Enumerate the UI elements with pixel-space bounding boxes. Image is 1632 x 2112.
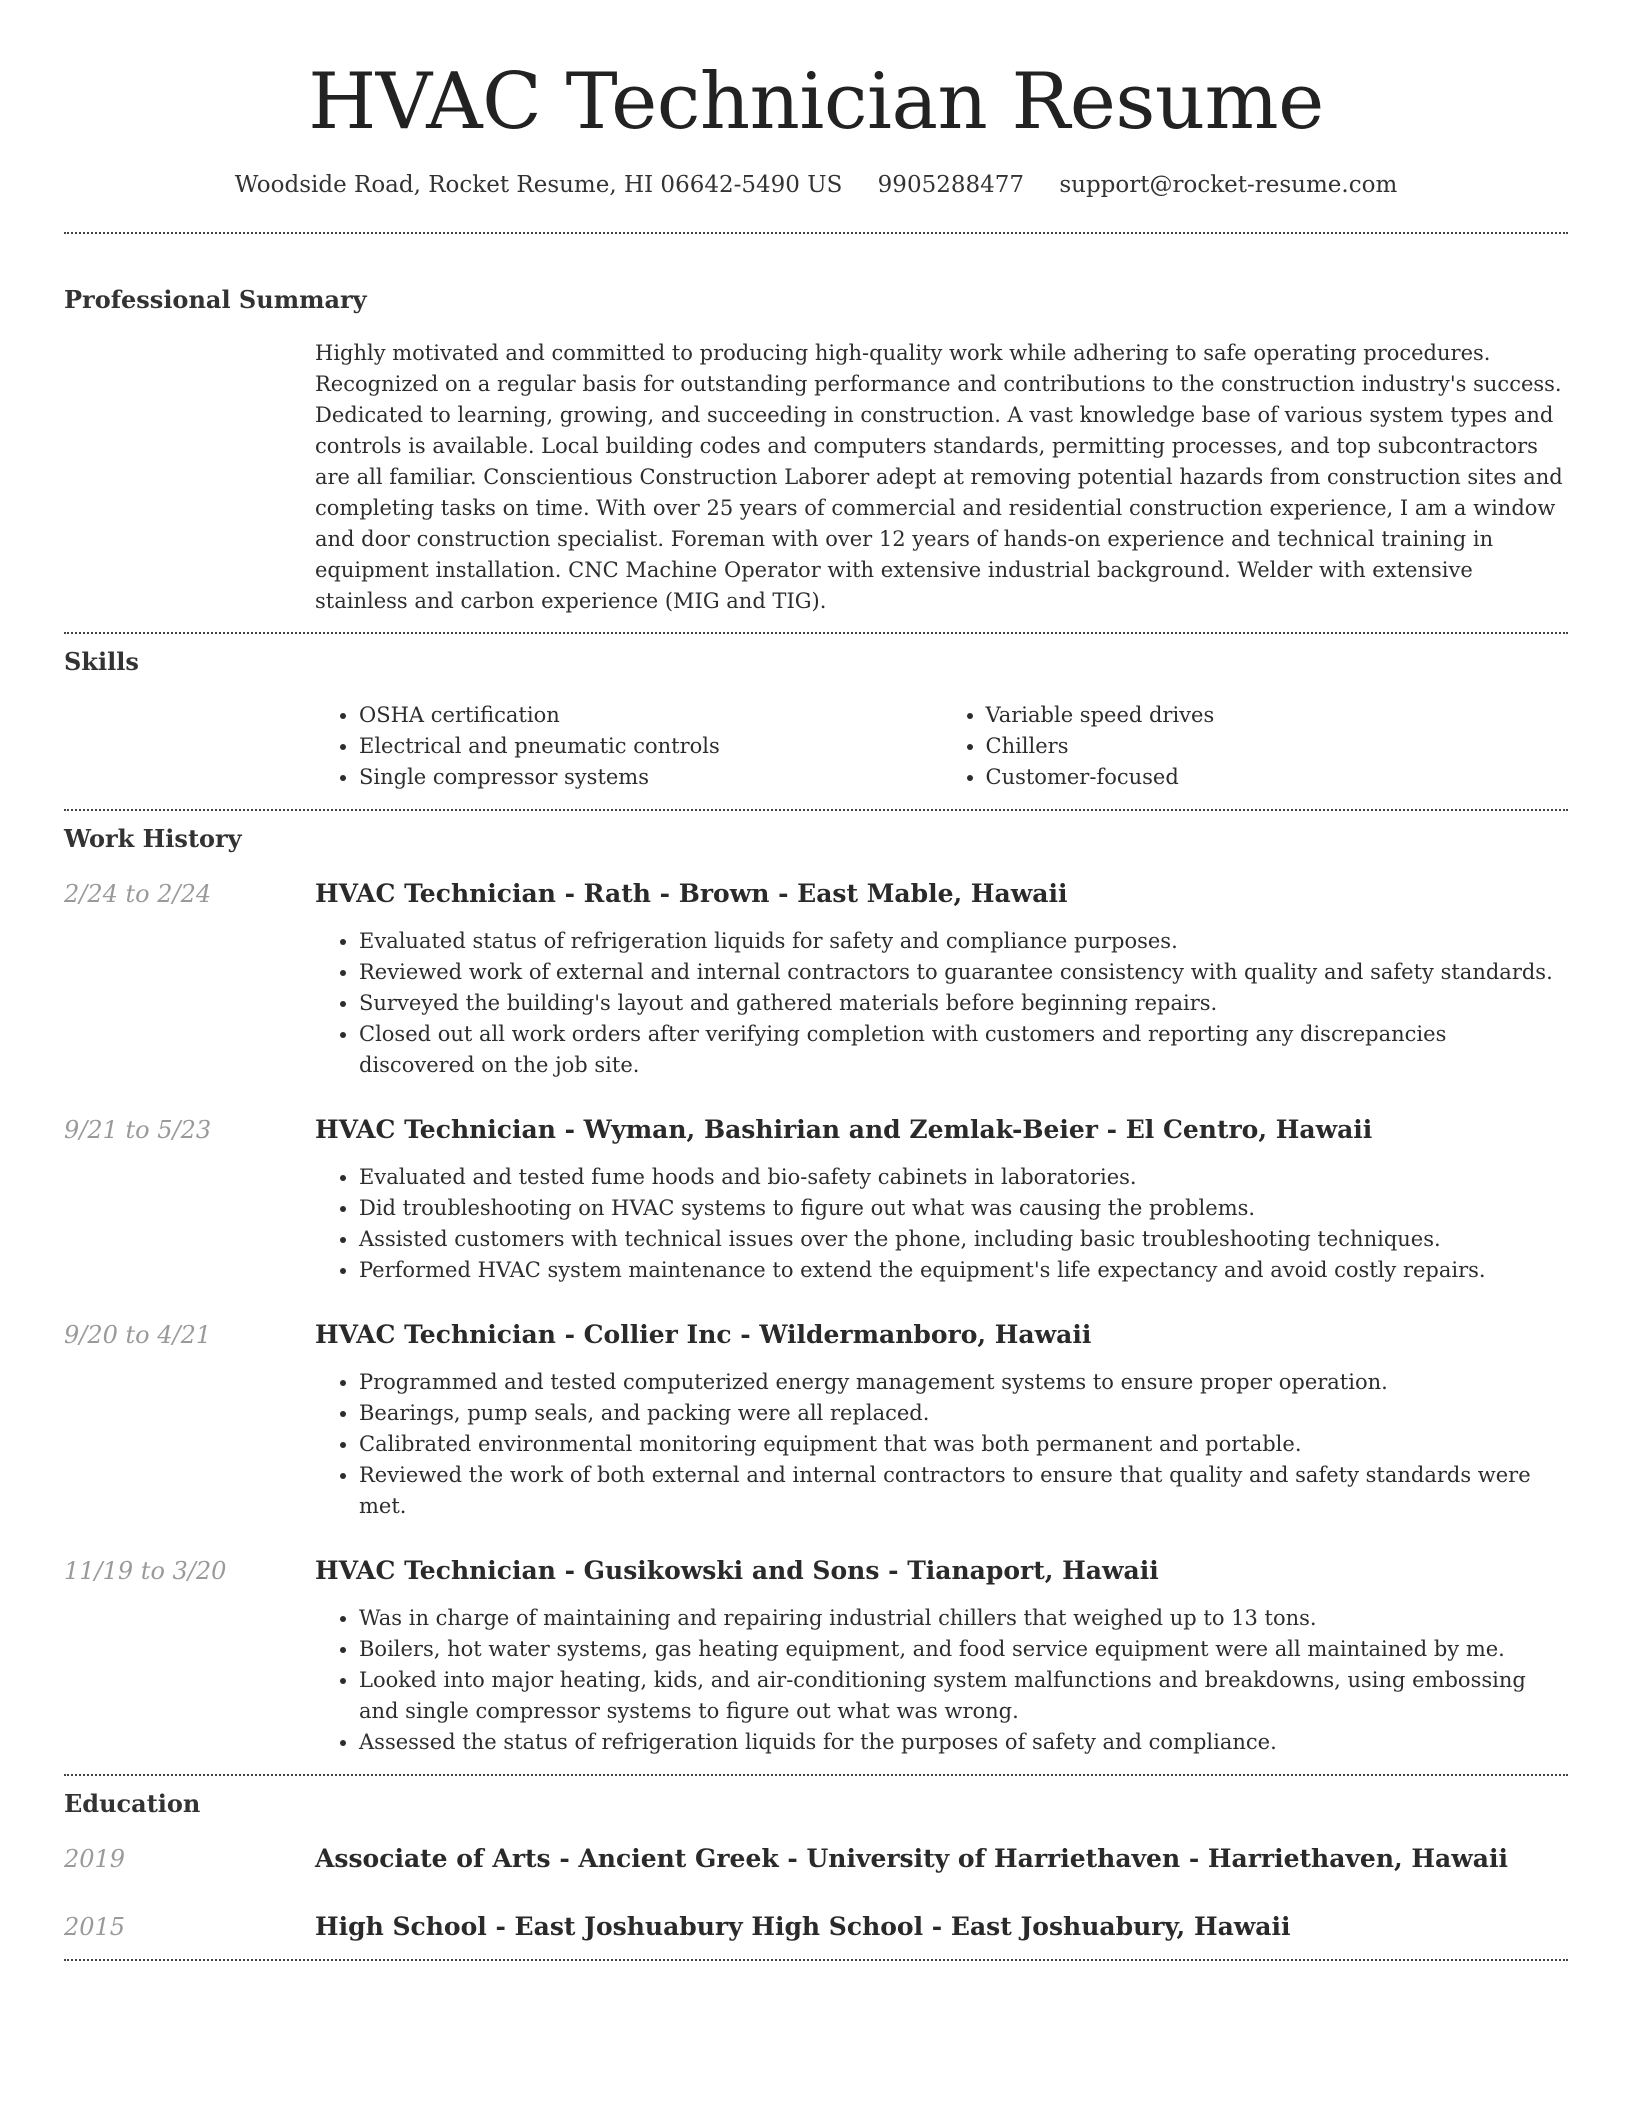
job-bullet: • Boilers, hot water systems, gas heating equipment, and food service equipment were all maintained by me. xyxy=(359,1634,1568,1665)
job-title: HVAC Technician - Rath - Brown - East Mable, Hawaii xyxy=(315,879,1068,908)
job-bullet: • Evaluated and tested fume hoods and bio-safety cabinets in laboratories. xyxy=(359,1162,1568,1193)
contact-email: support@rocket-resume.com xyxy=(1059,172,1398,198)
job-bullet: • Did troubleshooting on HVAC systems to figure out what was causing the problems. xyxy=(359,1193,1568,1224)
resume-title: HVAC Technician Resume xyxy=(308,57,1324,147)
job-bullet: • Evaluated status of refrigeration liquids for safety and compliance purposes. xyxy=(359,926,1568,957)
contact-address: Woodside Road, Rocket Resume, HI 06642-5490 US xyxy=(234,172,843,198)
skill-item: • Single compressor systems xyxy=(359,762,942,793)
job-bullets xyxy=(315,926,1568,1081)
job-bullet: • Programmed and tested computerized energy management systems to ensure proper operation. xyxy=(359,1367,1568,1398)
job-dates: 2/24 to 2/24 xyxy=(64,880,212,908)
education-entry xyxy=(64,1911,1568,1943)
job-bullet: • Surveyed the building's layout and gathered materials before beginning repairs. xyxy=(359,988,1568,1019)
job-bullet: • Performed HVAC system maintenance to extend the equipment's life expectancy and avoid costly repairs. xyxy=(359,1255,1568,1286)
skill-item: • Customer-focused xyxy=(986,762,1569,793)
job-entry xyxy=(64,1319,1568,1522)
work-heading: Work History xyxy=(64,824,242,853)
job-bullet: • Reviewed work of external and internal contractors to guarantee consistency with quality and safety standards. xyxy=(359,957,1568,988)
education-entry xyxy=(64,1843,1568,1875)
job-dates: 11/19 to 3/20 xyxy=(64,1557,227,1585)
job-bullet: • Bearings, pump seals, and packing were all replaced. xyxy=(359,1398,1568,1429)
education-degree: High School - East Joshuabury High School - East Joshuabury, Hawaii xyxy=(315,1912,1291,1941)
resume-header xyxy=(0,0,1632,200)
job-bullets xyxy=(315,1603,1568,1758)
job-bullet: • Assessed the status of refrigeration liquids for the purposes of safety and compliance. xyxy=(359,1727,1568,1758)
skills-column-right xyxy=(942,700,1569,793)
education-degree: Associate of Arts - Ancient Greek - University of Harriethaven - Harriethaven, Hawaii xyxy=(315,1844,1508,1873)
skills-heading: Skills xyxy=(64,647,139,676)
job-bullets xyxy=(315,1367,1568,1522)
skill-item: • OSHA certification xyxy=(359,700,942,731)
job-title: HVAC Technician - Gusikowski and Sons - Tianaport, Hawaii xyxy=(315,1556,1159,1585)
job-entry xyxy=(64,878,1568,1081)
contact-phone: 9905288477 xyxy=(877,172,1025,198)
job-bullet: • Closed out all work orders after verifying completion with customers and reporting any discrepancies discovered on the job site. xyxy=(359,1019,1568,1081)
education-year: 2019 xyxy=(64,1845,126,1873)
job-bullet: • Looked into major heating, kids, and air-conditioning system malfunctions and breakdowns, using embossing and single compressor systems to figure out what was wrong. xyxy=(359,1665,1568,1727)
summary-section xyxy=(64,234,1568,617)
skill-item: • Electrical and pneumatic controls xyxy=(359,731,942,762)
job-dates: 9/20 to 4/21 xyxy=(64,1321,212,1349)
skill-item: • Chillers xyxy=(986,731,1569,762)
skills-column-left xyxy=(315,700,942,793)
education-year: 2015 xyxy=(64,1913,126,1941)
job-bullets xyxy=(315,1162,1568,1286)
education-heading: Education xyxy=(64,1789,201,1818)
job-bullet: • Was in charge of maintaining and repairing industrial chillers that weighed up to 13 tons. xyxy=(359,1603,1568,1634)
job-bullet: • Calibrated environmental monitoring equipment that was both permanent and portable. xyxy=(359,1429,1568,1460)
job-title: HVAC Technician - Wyman, Bashirian and Zemlak-Beier - El Centro, Hawaii xyxy=(315,1115,1373,1144)
job-bullet: • Assisted customers with technical issues over the phone, including basic troubleshooting techniques. xyxy=(359,1224,1568,1255)
summary-text: Highly motivated and committed to producing high-quality work while adhering to safe operating procedures. Recognized on a regular basis for outstanding performance and contributions to the construction industry's success. Dedicated to learning, growing, and succeeding in construction. A vast knowledge base of various system types and controls is available. Local building codes and computers standards, permitting processes, and top subcontractors are all familiar. Conscientious Construction Laborer adept at removing potential hazards from construction sites and completing tasks on time. With over 25 years of commercial and residential construction experience, I am a window and door construction specialist. Foreman with over 12 years of hands-on experience and technical training in equipment installation. CNC Machine Operator with extensive industrial background. Welder with extensive stainless and carbon experience (MIG and TIG). xyxy=(315,341,1563,613)
summary-heading: Professional Summary xyxy=(64,285,367,314)
skills-list xyxy=(315,700,1568,793)
job-entry xyxy=(64,1114,1568,1286)
contact-line xyxy=(0,170,1632,200)
divider xyxy=(64,1959,1568,1961)
education-section xyxy=(64,1776,1568,1943)
skill-item: • Variable speed drives xyxy=(986,700,1569,731)
job-entry xyxy=(64,1555,1568,1758)
work-section xyxy=(64,811,1568,1758)
job-dates: 9/21 to 5/23 xyxy=(64,1116,212,1144)
job-title: HVAC Technician - Collier Inc - Wildermanboro, Hawaii xyxy=(315,1320,1092,1349)
job-bullet: • Reviewed the work of both external and internal contractors to ensure that quality and safety standards were met. xyxy=(359,1460,1568,1522)
skills-section xyxy=(64,634,1568,793)
